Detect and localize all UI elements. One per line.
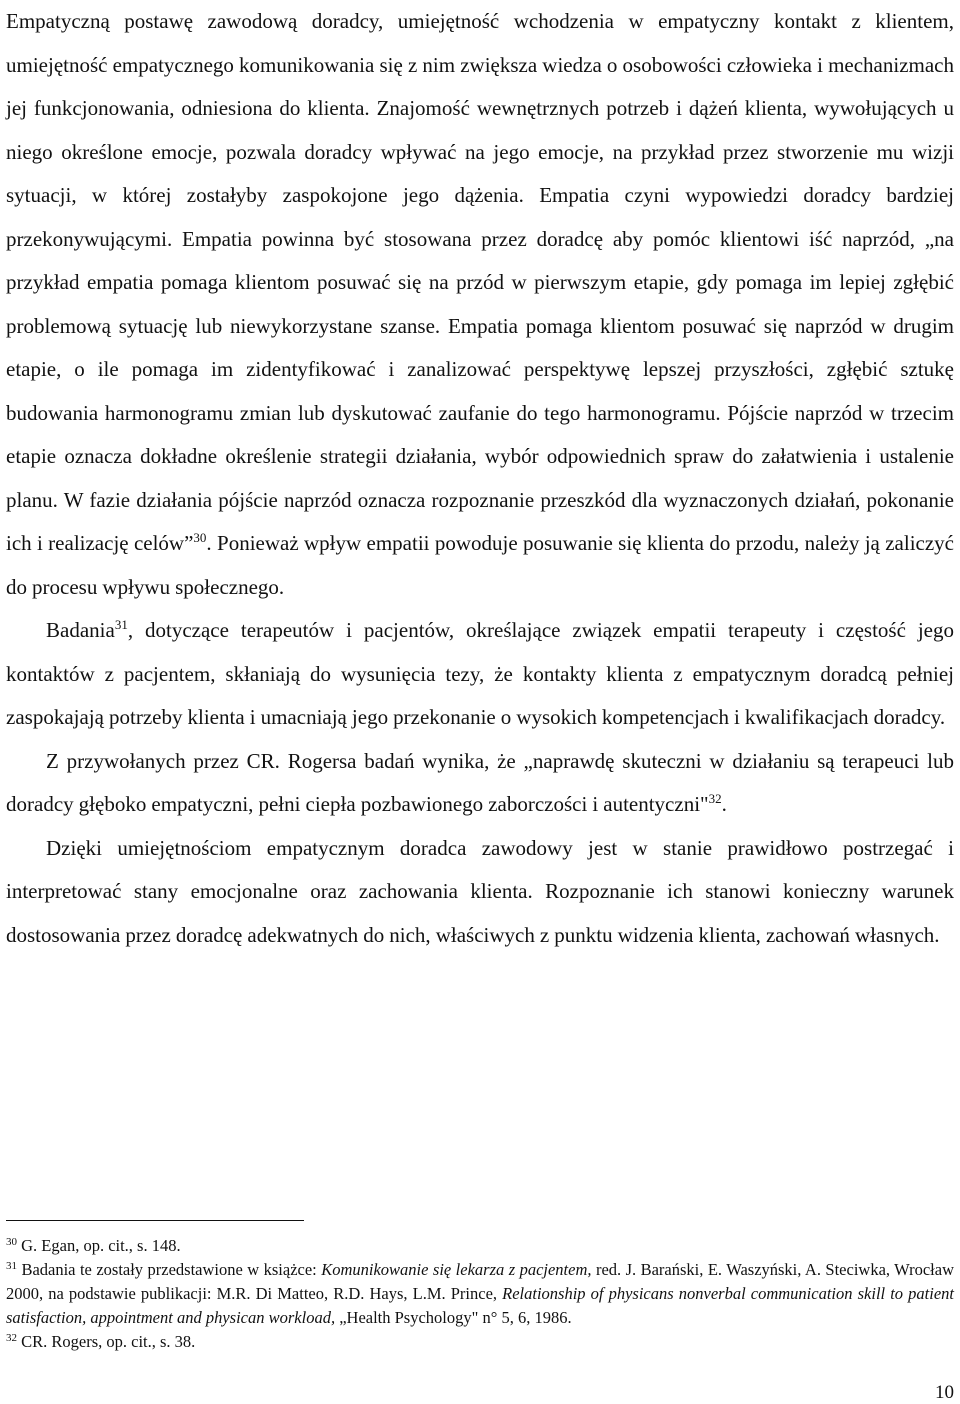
footnote-text: Badania te zostały przedstawione w książce:	[17, 1260, 322, 1279]
footnotes	[6, 1234, 954, 1354]
paragraph-3	[6, 740, 954, 827]
footnote-number: 32	[6, 1332, 17, 1344]
footnote-article-title: Relationship of physicans nonverbal communication skill to patient satisfaction, appointment and physican workload,	[6, 1284, 954, 1327]
footnote-ref-30[interactable]: 30	[193, 530, 207, 545]
paragraph-1-text: Empatyczną postawę zawodową doradcy, umiejętność wchodzenia w empatyczny kontakt z klientem, umiejętność empatycznego komunikowania się z nim zwiększa wiedza o osobowości człowieka i mechanizmach jej funkcjonowania, odniesiona do klienta. Znajomość wewnętrznych potrzeb i dążeń klienta, wywołujących u niego określone emocje, pozwala doradcy wpływać na jego emocje, na przykład przez stworzenie mu wizji sytuacji, w której zostałyby zaspokojone jego dążenia. Empatia czyni wypowiedzi doradcy bardziej przekonywującymi. Empatia powinna być stosowana przez doradcę aby pomóc klientowi iść naprzód, „na przykład empatia pomaga klientom posuwać się na przód w pierwszym etapie, gdy pomaga im lepiej zgłębić problemową sytuację lub niewykorzystane szanse. Empatia pomaga klientom posuwać się naprzód w drugim etapie, o ile pomaga im zidentyfikować i zanalizować perspektywę lepszej przyszłości, zgłębić sztukę budowania harmonogramu zmian lub dyskutować zaufanie do tego harmonogramu. Pójście naprzód w trzecim etapie oznacza dokładne określenie strategii działania, wybór odpowiednich spraw do załatwienia i ustalenie planu. W fazie działania pójście naprzód oznacza rozpoznanie przeszkód dla wyznaczonych działań, pokonanie ich i realizację celów”	[6, 9, 954, 555]
footnote-ref-32[interactable]: 32	[708, 791, 722, 806]
paragraph-2	[6, 609, 954, 740]
footnote-number: 30	[6, 1236, 17, 1248]
paragraph-1	[6, 0, 954, 609]
footnote-32	[6, 1330, 954, 1354]
paragraph-2-text: Badania	[46, 618, 115, 642]
paragraph-4: Dzięki umiejętnościom empatycznym doradca zawodowy jest w stanie prawidłowo postrzegać i interpretować stany emocjonalne oraz zachowania klienta. Rozpoznanie ich stanowi konieczny warunek dostosowania przez doradcę adekwatnych do nich, właściwych z punktu widzenia klienta, zachowań własnych.	[6, 835, 954, 947]
footnote-30	[6, 1234, 954, 1258]
paragraph-3-text: Z przywołanych przez CR. Rogersa badań wynika, że „naprawdę skuteczni w działaniu są terapeuci lub doradcy głęboko empatyczni, pełni ciepła pozbawionego zaborczości i autentyczni"	[6, 748, 954, 816]
footnote-ref-31[interactable]: 31	[114, 617, 128, 632]
footnote-book-title: Komunikowanie się lekarza z pacjentem,	[321, 1260, 592, 1279]
footnote-separator	[6, 1220, 304, 1221]
footnote-text: red. J. Barański, E. Waszyński, A. Steciwka, Wrocław 2000, na podstawie publikacji: M.R. Di Matteo, R.D. Hays, L.M. Prince,	[6, 1260, 954, 1303]
body-text	[6, 0, 954, 957]
footnote-text: CR. Rogers, op. cit., s. 38.	[17, 1332, 196, 1351]
paragraph-2-text-end: , dotyczące terapeutów i pacjentów, określające związek empatii terapeuty i częstość jego kontaktów z pacjentem, skłaniają do wysunięcia tezy, że kontakty klienta z empatycznym doradcą pełniej zaspokajają potrzeby klienta i umacniają jego przekonanie o wysokich kompetencjach i kwalifikacjach doradcy.	[6, 618, 954, 729]
paragraph-1-text-end: . Ponieważ wpływ empatii powoduje posuwanie się klienta do przodu, należy ją zaliczyć do procesu wpływu społecznego.	[6, 531, 954, 599]
footnote-number: 31	[6, 1260, 17, 1272]
paragraph-3-text-end: .	[721, 792, 727, 816]
footnote-text: „Health Psychology" n° 5, 6, 1986.	[335, 1308, 572, 1327]
footnote-text: G. Egan, op. cit., s. 148.	[17, 1236, 181, 1255]
footnote-31	[6, 1258, 954, 1330]
page-number: 10	[935, 1382, 954, 1403]
